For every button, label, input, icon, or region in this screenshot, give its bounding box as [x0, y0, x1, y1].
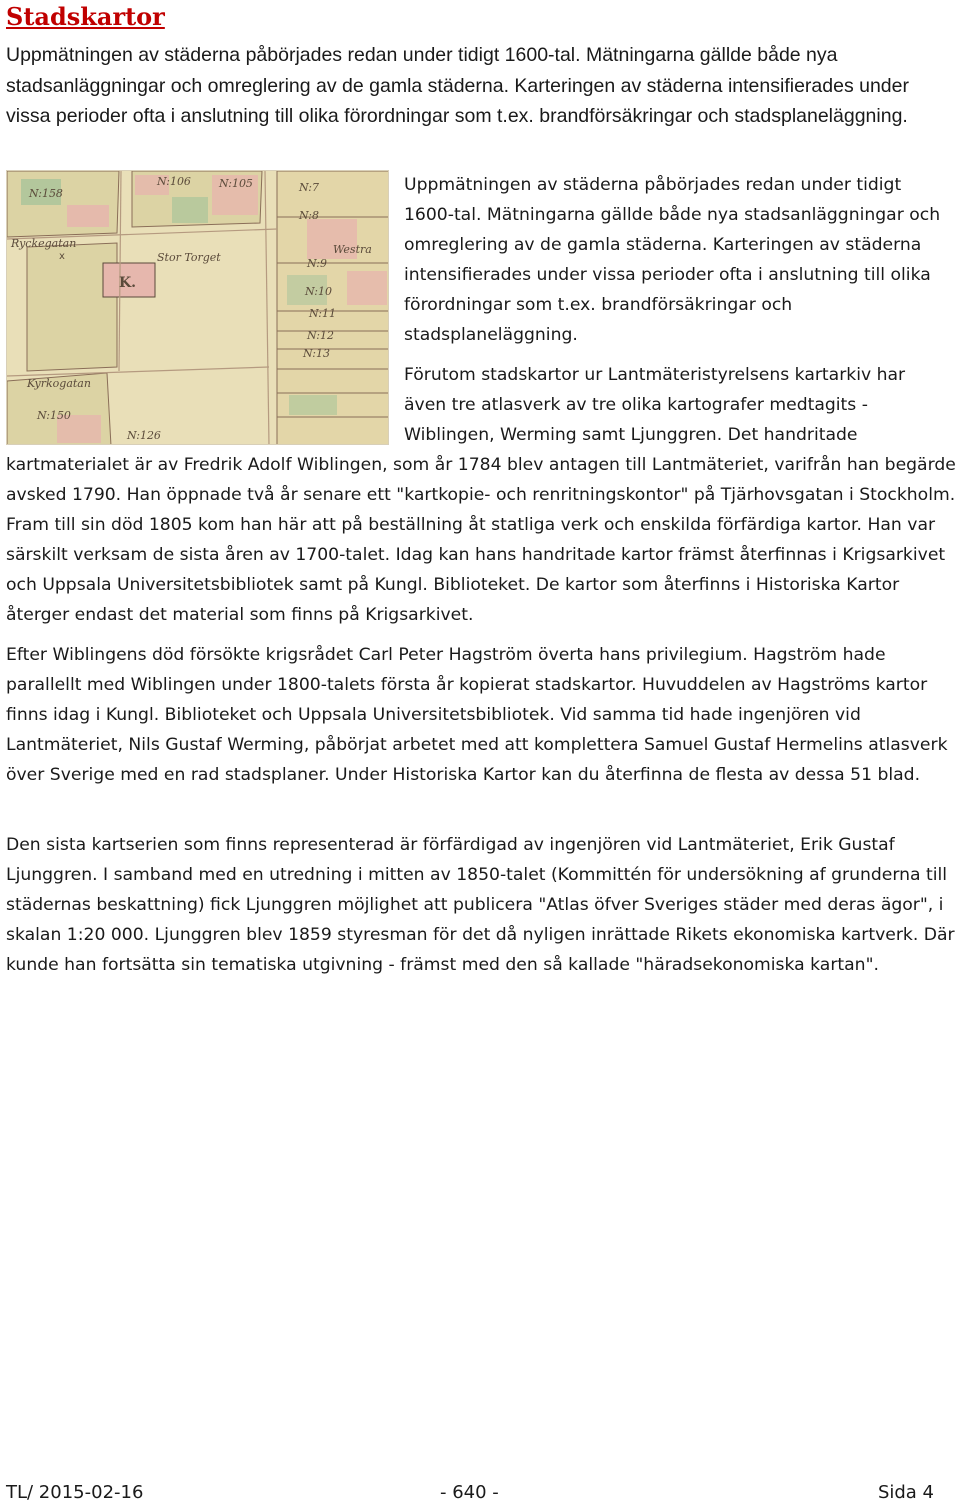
map-label: N:126: [127, 429, 161, 442]
map-label: N:150: [37, 409, 71, 422]
map-label: N:13: [303, 347, 330, 360]
map-label: N:7: [299, 181, 319, 194]
side-paragraph: Uppmätningen av städerna påbörjades redan under tidigt 1600-tal. Mätningarna gällde både nya stadsanläggningar och omreglering av de gamla städerna. Karteringen av städerna intensifierades under vissa perioder ofta i anslutning till olika förordningar som t.ex. brandförsäkringar och stadsplaneläggning.: [404, 175, 941, 345]
page-title[interactable]: Stadskartor: [6, 2, 165, 31]
paragraph-hagstrom: Efter Wiblingens död försökte krigsrådet Carl Peter Hagström överta hans privilegium. Hagström hade parallellt med Wiblingen under 1800-talets första år kopierat stadskartor. Huvuddelen av Hagströms kartor finns idag i Kungl. Biblioteket och Uppsala Universitetsbibliotek. Vid samma tid hade ingenjören vid Lantmäteriet, Nils Gustaf Werming, påbörjat arbetet med att komplettera Samuel Gustaf Hermelins atlasverk över Sverige med en rad stadsplaner. Under Historiska Kartor kan du återfinna de flesta av dessa 51 blad.: [6, 645, 948, 785]
historical-city-map-image: [6, 170, 389, 445]
map-label: N:8: [299, 209, 319, 222]
paragraph-ljunggren: Den sista kartserien som finns representerad är förfärdigad av ingenjören vid Lantmäteriet, Erik Gustaf Ljunggren. I samband med en utredning i mitten av 1850-talet (Kommittén för undersökning af grunderna till städernas beskattning) fick Ljunggren möjlighet att publicera "Atlas öfver Sveriges städer med deras ägor", i skalan 1:20 000. Ljunggren blev 1859 styresman för det då nyligen inrättade Rikets ekonomiska kartverk. Där kunde han fortsätta sin tematiska utgivning - främst med den så kallade "häradsekonomiska kartan".: [6, 835, 955, 975]
map-label: N:106: [157, 175, 191, 188]
paragraph-wiblingen: kartmaterialet är av Fredrik Adolf Wiblingen, som år 1784 blev antagen till Lantmäteriet, varifrån han begärde avsked 1790. Han öppnade två år senare ett "kartkopie- och renritningskontor" på Tjärhovsgatan i Stockholm. Fram till sin död 1805 kom han här att på beställning åt statliga verk och enskilda förfärdiga kartor. Han var särskilt verksam de sista åren av 1700-talet. Idag kan hans handritade kartor främst återfinnas i Krigsarkivet och Uppsala Universitetsbibliotek samt på Kungl. Biblioteket. De kartor som återfinns i Historiska Kartor återger endast det material som finns på Krigsarkivet.: [6, 455, 956, 625]
map-label: N:11: [309, 307, 336, 320]
map-label: N:158: [29, 187, 63, 200]
map-label: x: [59, 251, 65, 262]
map-illustration: [7, 171, 389, 445]
map-label: N:12: [307, 329, 334, 342]
map-label: Kyrkogatan: [27, 377, 91, 390]
map-label: N:10: [305, 285, 332, 298]
map-label: Westra: [333, 243, 372, 256]
map-label: K.: [119, 275, 137, 291]
page-footer: [6, 1478, 934, 1508]
map-label: N:9: [307, 257, 327, 270]
map-label: Stor Torget: [157, 251, 221, 264]
footer-date: TL/ 2015-02-16: [6, 1482, 144, 1503]
map-label: N:105: [219, 177, 253, 190]
paragraph-atlas-intro: Förutom stadskartor ur Lantmäteristyrelsens kartarkiv har även tre atlasverk av tre olika kartografer medtagits - Wiblingen, Werming samt Ljunggren. Det handritade: [404, 365, 906, 445]
intro-paragraph: Uppmätningen av städerna påbörjades redan under tidigt 1600-tal. Mätningarna gällde både nya stadsanläggningar och omreglering av de gamla städerna. Karteringen av städerna intensifierades under vissa perioder ofta i anslutning till olika förordningar som t.ex. brandförsäkringar och stadsplaneläggning.: [6, 44, 909, 127]
footer-page-number: - 640 -: [440, 1482, 499, 1503]
footer-sheet: Sida 4: [877, 1482, 934, 1503]
map-label: Ryckegatan: [11, 237, 77, 250]
